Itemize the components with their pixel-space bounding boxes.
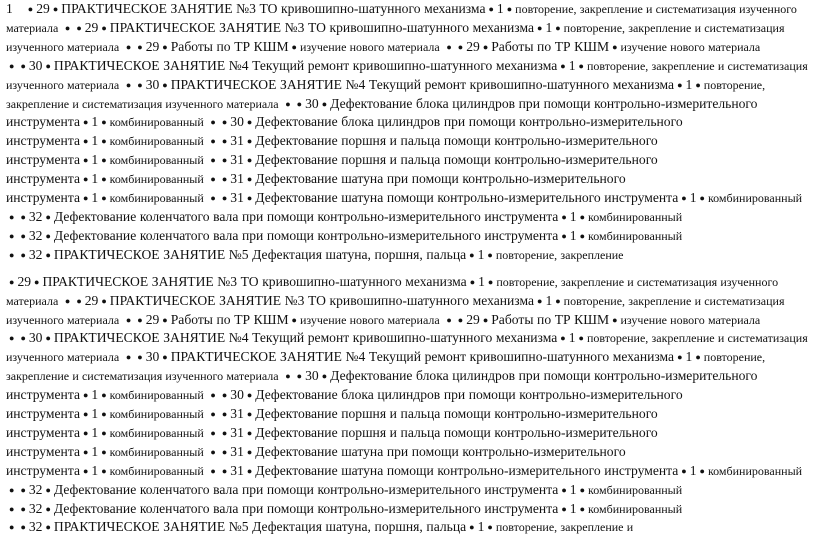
bullet-icon: ● xyxy=(210,117,216,128)
bullet-icon: ● xyxy=(699,465,705,476)
lesson-title: Дефектование коленчатого вала при помощи контрольно-измерительного инструмента xyxy=(53,208,559,224)
bullet-icon: ● xyxy=(446,41,452,52)
lesson-title: Дефектование блока цилиндров при помощи контрольно-измерительного инструмента xyxy=(6,387,683,422)
lesson-number: 29 xyxy=(84,292,99,308)
lesson-type: комбинированный xyxy=(588,482,683,497)
bullet-icon: ● xyxy=(137,314,143,325)
lesson-entry xyxy=(6,519,633,534)
lesson-title: ПРАКТИЧЕСКОЕ ЗАНЯТИЕ №4 Текущий ремонт кривошипно-шатунного механизма xyxy=(170,349,675,365)
bullet-icon: ● xyxy=(246,136,253,147)
bullet-icon: ● xyxy=(246,409,253,420)
lesson-hours: 1 xyxy=(569,481,577,497)
bullet-icon: ● xyxy=(9,249,15,260)
bullet-icon: ● xyxy=(469,522,475,533)
lesson-title: ПРАКТИЧЕСКОЕ ЗАНЯТИЕ №5 Дефектация шатуна, поршня, пальца xyxy=(53,246,467,262)
bullet-icon: ● xyxy=(101,193,107,204)
lesson-hours: 1 xyxy=(91,424,99,440)
lesson-type: комбинированный xyxy=(109,444,204,459)
bullet-icon: ● xyxy=(101,117,107,128)
bullet-icon: ● xyxy=(285,98,291,109)
lesson-title: ПРАКТИЧЕСКОЕ ЗАНЯТИЕ №4 Текущий ремонт кривошипно-шатунного механизма xyxy=(53,57,558,73)
lesson-title: Дефектование поршня и пальца помощи контрольно-измерительного инструмента xyxy=(6,406,658,440)
lesson-entry xyxy=(443,312,760,327)
bullet-icon: ● xyxy=(82,409,89,420)
bullet-icon: ● xyxy=(555,295,561,306)
bullet-icon: ● xyxy=(20,484,26,495)
lesson-hours: 1 xyxy=(568,57,576,73)
lesson-type: изучение нового материала xyxy=(299,312,440,327)
lesson-number: 29 xyxy=(84,19,99,35)
lesson-type: изучение нового материала xyxy=(620,39,761,54)
bullet-icon: ● xyxy=(101,465,107,476)
bullet-icon: ● xyxy=(246,390,253,401)
bullet-icon: ● xyxy=(612,314,618,325)
bullet-icon: ● xyxy=(699,193,705,204)
bullet-icon: ● xyxy=(221,409,228,420)
row-number: 1 xyxy=(6,1,13,16)
bullet-icon: ● xyxy=(291,41,297,52)
bullet-icon: ● xyxy=(221,174,228,185)
lesson-hours: 1 xyxy=(91,443,99,459)
text-block xyxy=(6,0,810,265)
bullet-icon: ● xyxy=(20,230,26,241)
bullet-icon: ● xyxy=(76,295,82,306)
lesson-type: повторение, закрепление и систематизация изученного материала xyxy=(6,77,766,111)
bullet-icon: ● xyxy=(45,211,51,222)
bullet-icon: ● xyxy=(20,60,26,71)
bullet-icon: ● xyxy=(578,60,584,71)
bullet-icon: ● xyxy=(20,211,26,222)
lesson-title: Дефектование поршня и пальца помощи контрольно-измерительного инструмента xyxy=(6,424,658,459)
bullet-icon: ● xyxy=(82,174,89,185)
bullet-icon: ● xyxy=(45,230,51,241)
bullet-icon: ● xyxy=(162,41,168,52)
bullet-icon: ● xyxy=(695,79,701,90)
lesson-type: комбинированный xyxy=(109,172,204,187)
lesson-title: ПРАКТИЧЕСКОЕ ЗАНЯТИЕ №3 ТО кривошипно-шатунного механизма xyxy=(61,1,486,16)
lesson-number: 32 xyxy=(28,500,43,516)
lesson-entry xyxy=(6,247,624,262)
bullet-icon: ● xyxy=(125,79,132,90)
lesson-hours: 1 xyxy=(569,500,577,516)
lesson-type: повторение, закрепление и систематизация изученного материала xyxy=(6,331,808,365)
lesson-number: 30 xyxy=(305,95,319,111)
lesson-number: 32 xyxy=(28,519,43,535)
bullet-icon: ● xyxy=(579,211,586,222)
lesson-type: комбинированный xyxy=(588,209,683,224)
bullet-icon: ● xyxy=(482,41,489,52)
bullet-icon: ● xyxy=(9,484,15,495)
lesson-title: Дефектование шатуна помощи контрольно-измерительного инструмента xyxy=(255,190,679,206)
bullet-icon: ● xyxy=(125,314,132,325)
bullet-icon: ● xyxy=(101,136,107,147)
lesson-type: повторение, закрепление и систематизация изученного материала xyxy=(6,274,779,308)
lesson-type: комбинированный xyxy=(109,388,204,403)
lesson-entry xyxy=(6,501,682,516)
bullet-icon: ● xyxy=(561,503,567,514)
lesson-title: ПРАКТИЧЕСКОЕ ЗАНЯТИЕ №4 Текущий ремонт кривошипно-шатунного механизма xyxy=(53,330,558,346)
lesson-title: Дефектование поршня и пальца помощи контрольно-измерительного инструмента xyxy=(6,152,658,187)
bullet-icon: ● xyxy=(612,41,618,52)
lesson-type: повторение, закрепление и xyxy=(495,520,634,535)
lesson-number: 29 xyxy=(36,1,50,16)
bullet-icon: ● xyxy=(457,41,464,52)
lesson-title: Работы по ТР КШМ xyxy=(170,311,289,327)
bullet-icon: ● xyxy=(246,117,253,128)
lesson-hours: 1 xyxy=(689,462,697,478)
bullet-icon: ● xyxy=(101,174,107,185)
bullet-icon: ● xyxy=(101,427,107,438)
lesson-title: Дефектование блока цилиндров при помощи контрольно-измерительного инструмента xyxy=(6,114,683,149)
lesson-type: комбинированный xyxy=(588,228,683,243)
bullet-icon: ● xyxy=(296,371,303,382)
bullet-icon: ● xyxy=(681,193,687,204)
bullet-icon: ● xyxy=(221,427,228,438)
bullet-icon: ● xyxy=(457,314,464,325)
lesson-type: комбинированный xyxy=(707,191,803,206)
lesson-hours: 1 xyxy=(91,114,99,130)
lesson-title: Дефектование коленчатого вала при помощи контрольно-измерительного инструмента xyxy=(53,227,559,243)
lesson-number: 29 xyxy=(145,38,160,54)
bullet-icon: ● xyxy=(76,22,82,33)
bullet-icon: ● xyxy=(221,136,228,147)
lesson-type: комбинированный xyxy=(109,425,204,440)
bullet-icon: ● xyxy=(210,390,216,401)
bullet-icon: ● xyxy=(82,193,89,204)
bullet-icon: ● xyxy=(469,276,476,287)
bullet-icon: ● xyxy=(296,98,303,109)
lesson-number: 30 xyxy=(230,114,244,130)
lesson-hours: 1 xyxy=(545,19,553,35)
lesson-title: Работы по ТР КШМ xyxy=(491,38,610,54)
bullet-icon: ● xyxy=(162,352,168,363)
lesson-hours: 1 xyxy=(91,387,99,403)
bullet-icon: ● xyxy=(101,22,107,33)
bullet-icon: ● xyxy=(9,503,15,514)
bullet-icon: ● xyxy=(561,484,567,495)
lesson-title: ПРАКТИЧЕСКОЕ ЗАНЯТИЕ №3 ТО кривошипно-шатунного механизма xyxy=(42,273,467,289)
lesson-hours: 1 xyxy=(569,227,577,243)
bullet-icon: ● xyxy=(9,230,15,241)
bullet-icon: ● xyxy=(101,409,107,420)
lesson-hours: 1 xyxy=(477,519,485,535)
lesson-number: 31 xyxy=(230,406,244,422)
bullet-icon: ● xyxy=(45,60,51,71)
bullet-icon: ● xyxy=(101,155,107,166)
lesson-number: 30 xyxy=(28,330,43,346)
lesson-entry xyxy=(6,482,682,497)
bullet-icon: ● xyxy=(221,117,228,128)
lesson-type: повторение, закрепление xyxy=(495,247,624,262)
bullet-icon: ● xyxy=(27,4,34,14)
lesson-type: комбинированный xyxy=(109,407,204,422)
lesson-type: повторение, закрепление и систематизация изученного материала xyxy=(6,2,797,35)
bullet-icon: ● xyxy=(561,211,567,222)
bullet-icon: ● xyxy=(221,390,228,401)
bullet-icon: ● xyxy=(45,522,51,533)
lesson-type: комбинированный xyxy=(109,153,204,168)
lesson-hours: 1 xyxy=(478,273,485,289)
lesson-title: Дефектование поршня и пальца помощи контрольно-измерительного инструмента xyxy=(6,133,658,168)
lesson-title: Дефектование коленчатого вала при помощи контрольно-измерительного инструмента xyxy=(53,500,559,516)
lesson-hours: 1 xyxy=(91,171,99,187)
lesson-type: повторение, закрепление и систематизация изученного материала xyxy=(6,350,766,384)
lesson-entry xyxy=(207,463,802,478)
lesson-title: Работы по ТР КШМ xyxy=(491,311,610,327)
lesson-number: 31 xyxy=(230,171,244,187)
lesson-type: комбинированный xyxy=(109,463,204,478)
bullet-icon: ● xyxy=(246,427,253,438)
bullet-icon: ● xyxy=(246,174,253,185)
bullet-icon: ● xyxy=(555,22,561,33)
lesson-title: Дефектование шатуна помощи контрольно-измерительного инструмента xyxy=(255,462,679,478)
bullet-icon: ● xyxy=(20,522,26,533)
lesson-title: Дефектование шатуна при помощи контрольно-измерительного инструмента xyxy=(6,443,626,478)
bullet-icon: ● xyxy=(125,352,132,363)
lesson-number: 31 xyxy=(230,462,244,478)
lesson-number: 29 xyxy=(17,273,32,289)
bullet-icon: ● xyxy=(162,79,168,90)
bullet-icon: ● xyxy=(221,446,228,457)
bullet-icon: ● xyxy=(537,295,543,306)
lesson-title: Дефектование блока цилиндров при помощи контрольно-измерительного инструмента xyxy=(6,368,758,403)
lesson-title: Дефектование шатуна при помощи контрольно-измерительного инструмента xyxy=(6,171,626,206)
lesson-entry xyxy=(6,209,682,224)
bullet-icon: ● xyxy=(82,390,89,401)
bullet-icon: ● xyxy=(52,4,59,14)
bullet-icon: ● xyxy=(221,193,228,204)
bullet-icon: ● xyxy=(34,276,40,287)
bullet-icon: ● xyxy=(45,484,51,495)
bullet-icon: ● xyxy=(210,409,216,420)
bullet-icon: ● xyxy=(82,155,89,166)
bullet-icon: ● xyxy=(137,79,143,90)
lesson-entry xyxy=(123,312,440,327)
bullet-icon: ● xyxy=(82,446,89,457)
bullet-icon: ● xyxy=(506,4,513,14)
lesson-title: Работы по ТР КШМ xyxy=(170,38,289,54)
lesson-type: комбинированный xyxy=(707,463,803,478)
lesson-number: 32 xyxy=(28,227,43,243)
bullet-icon: ● xyxy=(246,155,253,166)
lesson-number: 29 xyxy=(466,311,480,327)
bullet-icon: ● xyxy=(487,249,493,260)
bullet-icon: ● xyxy=(82,136,89,147)
bullet-icon: ● xyxy=(246,465,253,476)
bullet-icon: ● xyxy=(82,117,89,128)
lesson-number: 29 xyxy=(145,311,160,327)
lesson-hours: 1 xyxy=(477,246,485,262)
lesson-hours: 1 xyxy=(569,208,577,224)
lesson-number: 31 xyxy=(230,443,244,459)
lesson-entry xyxy=(6,228,682,243)
bullet-icon: ● xyxy=(537,22,543,33)
bullet-icon: ● xyxy=(9,333,15,344)
bullet-icon: ● xyxy=(64,295,71,306)
lesson-type: повторение, закрепление и систематизация изученного материала xyxy=(6,20,785,54)
lesson-number: 31 xyxy=(230,424,244,440)
lesson-title: Дефектование блока цилиндров при помощи контрольно-измерительного инструмента xyxy=(6,95,758,130)
lesson-hours: 1 xyxy=(91,462,99,478)
bullet-icon: ● xyxy=(221,465,228,476)
lesson-type: изучение нового материала xyxy=(299,39,440,54)
bullet-icon: ● xyxy=(82,427,89,438)
lesson-type: комбинированный xyxy=(588,501,683,516)
bullet-icon: ● xyxy=(82,465,89,476)
bullet-icon: ● xyxy=(285,371,291,382)
lesson-number: 29 xyxy=(466,38,480,54)
bullet-icon: ● xyxy=(20,333,26,344)
bullet-icon: ● xyxy=(137,352,143,363)
lesson-type: комбинированный xyxy=(109,134,204,149)
bullet-icon: ● xyxy=(45,249,51,260)
bullet-icon: ● xyxy=(9,211,15,222)
lesson-type: изучение нового материала xyxy=(620,312,761,327)
bullet-icon: ● xyxy=(487,522,493,533)
bullet-icon: ● xyxy=(482,314,489,325)
lesson-title: ПРАКТИЧЕСКОЕ ЗАНЯТИЕ №4 Текущий ремонт кривошипно-шатунного механизма xyxy=(170,76,675,92)
lesson-title: ПРАКТИЧЕСКОЕ ЗАНЯТИЕ №3 ТО кривошипно-шатунного механизма xyxy=(109,19,534,35)
lesson-type: повторение, закрепление и систематизация изученного материала xyxy=(6,58,808,92)
lesson-hours: 1 xyxy=(545,292,553,308)
lesson-title: ПРАКТИЧЕСКОЕ ЗАНЯТИЕ №3 ТО кривошипно-шатунного механизма xyxy=(109,292,534,308)
lesson-type: комбинированный xyxy=(109,115,204,130)
lesson-hours: 1 xyxy=(685,76,693,92)
bullet-icon: ● xyxy=(469,249,475,260)
bullet-icon: ● xyxy=(695,352,701,363)
bullet-icon: ● xyxy=(162,314,168,325)
lesson-number: 31 xyxy=(230,133,244,149)
lesson-hours: 1 xyxy=(689,190,697,206)
lesson-title: ПРАКТИЧЕСКОЕ ЗАНЯТИЕ №5 Дефектация шатуна, поршня, пальца xyxy=(53,519,467,535)
bullet-icon: ● xyxy=(9,276,15,287)
lesson-hours: 1 xyxy=(91,152,99,168)
bullet-icon: ● xyxy=(210,427,216,438)
bullet-icon: ● xyxy=(560,60,566,71)
bullet-icon: ● xyxy=(210,174,216,185)
lesson-hours: 1 xyxy=(685,349,693,365)
bullet-icon: ● xyxy=(20,503,26,514)
bullet-icon: ● xyxy=(210,155,216,166)
lesson-number: 32 xyxy=(28,208,43,224)
bullet-icon: ● xyxy=(101,390,107,401)
lesson-number: 30 xyxy=(305,368,319,384)
bullet-icon: ● xyxy=(578,333,584,344)
lesson-number: 31 xyxy=(230,190,244,206)
lesson-hours: 1 xyxy=(496,1,504,16)
lesson-entry xyxy=(123,39,440,54)
lesson-hours: 1 xyxy=(91,406,99,422)
bullet-icon: ● xyxy=(446,314,452,325)
lesson-hours: 1 xyxy=(91,190,99,206)
bullet-icon: ● xyxy=(210,193,216,204)
lesson-hours: 1 xyxy=(91,133,99,149)
bullet-icon: ● xyxy=(579,484,586,495)
text-block xyxy=(6,273,810,538)
bullet-icon: ● xyxy=(321,371,328,382)
bullet-icon: ● xyxy=(45,503,51,514)
bullet-icon: ● xyxy=(487,276,494,287)
bullet-icon: ● xyxy=(210,446,216,457)
bullet-icon: ● xyxy=(246,446,253,457)
bullet-icon: ● xyxy=(321,98,328,109)
lesson-number: 32 xyxy=(28,246,43,262)
lesson-entry xyxy=(443,39,760,54)
bullet-icon: ● xyxy=(579,230,586,241)
bullet-icon: ● xyxy=(291,314,297,325)
bullet-icon: ● xyxy=(101,446,107,457)
bullet-icon: ● xyxy=(64,22,71,33)
bullet-icon: ● xyxy=(20,249,26,260)
bullet-icon: ● xyxy=(246,193,253,204)
bullet-icon: ● xyxy=(210,465,216,476)
bullet-icon: ● xyxy=(137,41,143,52)
bullet-icon: ● xyxy=(45,333,51,344)
bullet-icon: ● xyxy=(579,503,586,514)
lesson-hours: 1 xyxy=(568,330,576,346)
lesson-type: комбинированный xyxy=(109,191,204,206)
lesson-number: 31 xyxy=(230,152,244,168)
bullet-icon: ● xyxy=(677,352,683,363)
bullet-icon: ● xyxy=(560,333,566,344)
bullet-icon: ● xyxy=(677,79,683,90)
bullet-icon: ● xyxy=(488,4,494,14)
bullet-icon: ● xyxy=(9,522,15,533)
bullet-icon: ● xyxy=(681,465,687,476)
lesson-type: повторение, закрепление и систематизация изученного материала xyxy=(6,293,785,327)
lesson-number: 30 xyxy=(230,387,244,403)
lesson-title: Дефектование коленчатого вала при помощи контрольно-измерительного инструмента xyxy=(53,481,559,497)
lesson-entry xyxy=(207,190,802,205)
bullet-icon: ● xyxy=(125,41,132,52)
lesson-number: 30 xyxy=(28,57,43,73)
bullet-icon: ● xyxy=(221,155,228,166)
lesson-number: 30 xyxy=(145,349,160,365)
bullet-icon: ● xyxy=(9,60,15,71)
lesson-number: 30 xyxy=(145,76,160,92)
lesson-number: 32 xyxy=(28,481,43,497)
bullet-icon: ● xyxy=(210,136,216,147)
bullet-icon: ● xyxy=(101,295,107,306)
bullet-icon: ● xyxy=(561,230,567,241)
